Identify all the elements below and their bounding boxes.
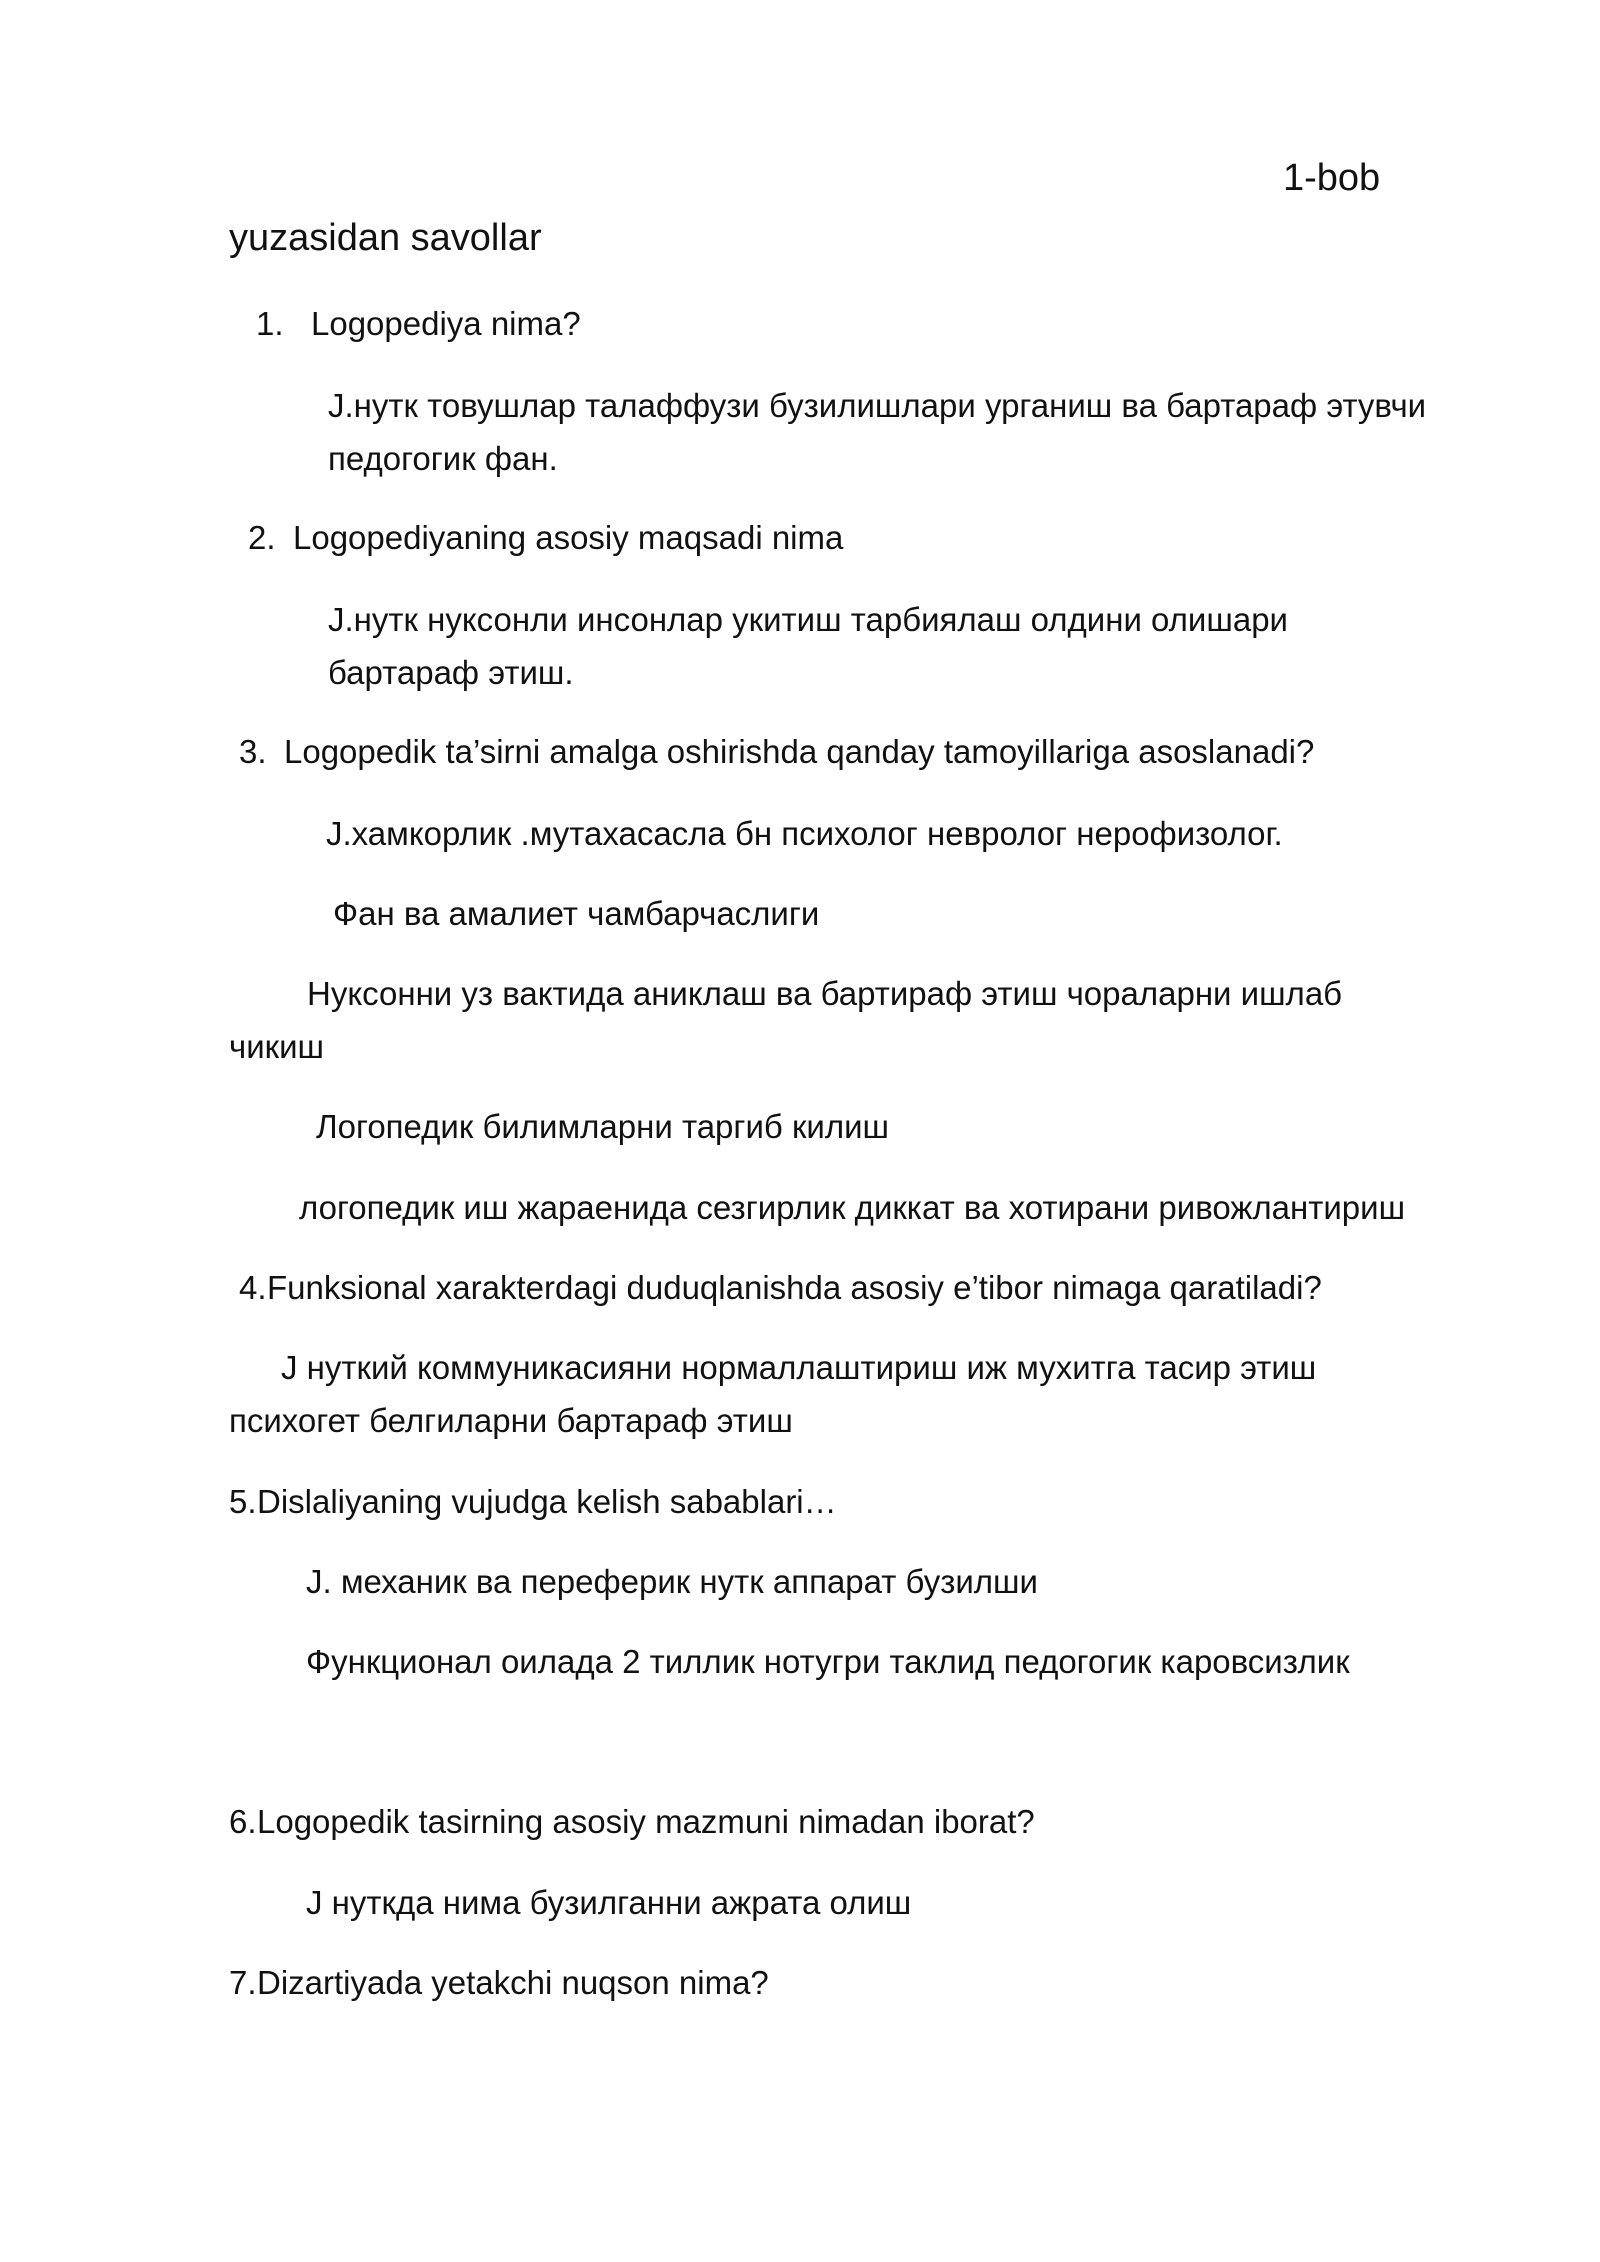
question-4-number: 4. [239,1269,267,1306]
answer-5-line-1: J. механик ва переферик нутк аппарат бузилши [306,1563,1038,1600]
question-3-number: 3. [239,733,267,770]
heading-part2: yuzasidan savollar [229,217,542,259]
question-7-number: 7. [229,1964,257,2001]
answer-1-line-1: J.нутк товушлар талаффузи бузилишлари урганиш ва бартараф этувчи [328,387,1427,424]
answer-4-line-1: J нуткий коммуникасияни нормаллаштириш иж мухитга тасир этиш [281,1349,1317,1386]
answer-5-line-2: Функционал оилада 2 тиллик нотугри таклид педогогик каровсизлик [306,1643,1350,1680]
answer-3-line-1: J.хамкорлик .мутахасасла бн психолог невролог нерофизолог. [326,815,1283,852]
answer-4-line-2: психогет белгиларни бартараф этиш [229,1402,793,1439]
answer-2-line-2: бартараф этиш. [328,654,574,691]
answer-1-line-2: педогогик фан. [328,440,558,477]
question-1-number: 1. [256,305,284,342]
question-5-text: Dislaliyaning vujudga kelish sabablari… [257,1483,837,1520]
answer-3-line-4: чикиш [229,1028,324,1065]
answer-3-line-2: Фан ва амалиет чамбарчаслиги [333,895,820,932]
answer-3-line-5: Логопедик билимларни таргиб килиш [316,1108,889,1145]
question-2-text: Logopediyaning asosiy maqsadi nima [293,519,844,556]
question-3-text: Logopedik ta’sirni amalga oshirishda qanday tamoyillariga asoslanadi? [284,733,1315,770]
question-7-text: Dizartiyada yetakchi nuqson nima? [257,1964,769,2001]
answer-3-line-3: Нуксонни уз вактида аниклаш ва бартираф этиш чораларни ишлаб [307,975,1343,1012]
answer-2-line-1: J.нутк нуксонли инсонлар укитиш тарбиялаш олдини олишари [328,601,1288,638]
question-1-text: Logopediya nima? [311,305,581,342]
question-6-number: 6. [229,1803,257,1840]
question-6-text: Logopedik tasirning asosiy mazmuni nimadan iborat? [257,1803,1035,1840]
answer-6-line-1: J нуткда нима бузилганни ажрата олиш [306,1884,912,1921]
heading-part1: 1-bob [1283,157,1381,199]
question-5-number: 5. [229,1483,257,1520]
answer-3-line-6: логопедик иш жараенида сезгирлик диккат ва хотирани ривожлантириш [299,1189,1406,1226]
question-4-text: Funksional xarakterdagi duduqlanishda asosiy e’tibor nimaga qaratiladi? [267,1269,1322,1306]
question-2-number: 2. [248,519,276,556]
